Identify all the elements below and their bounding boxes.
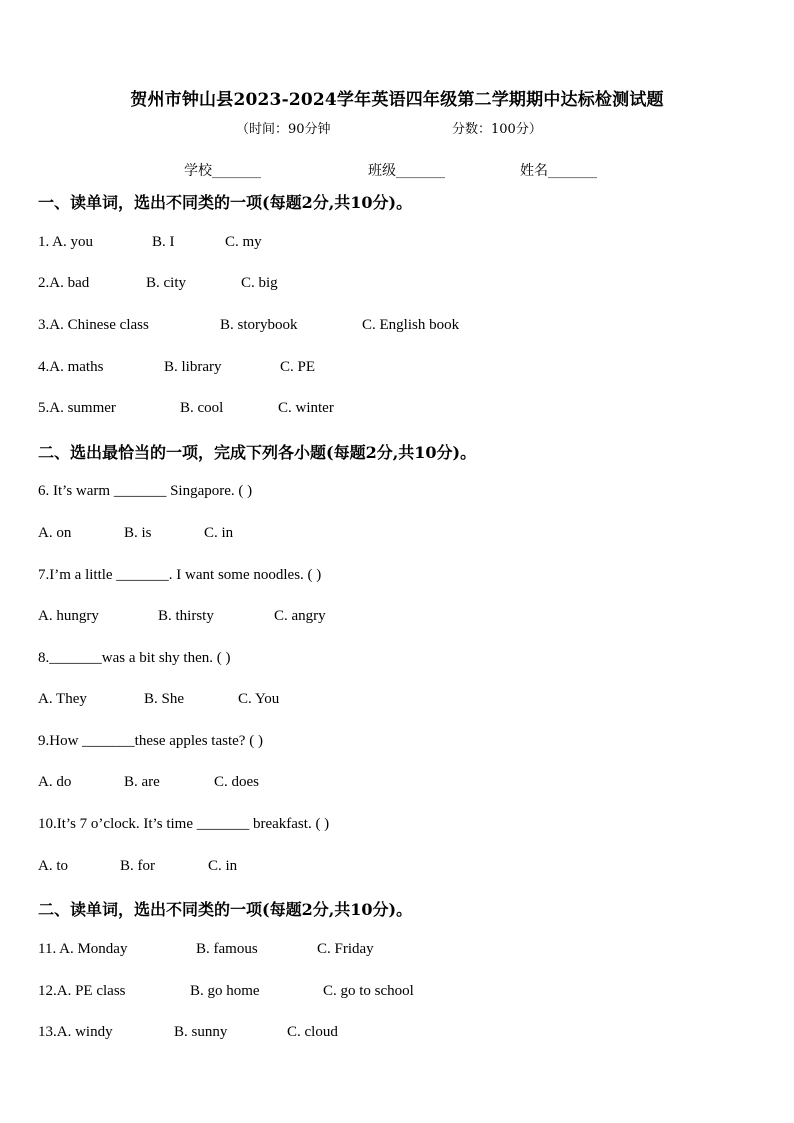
q5-option-c: C. winter [278,400,334,416]
q5-option-a: 5.A. summer [38,400,116,416]
q10-option-a: A. to [38,858,68,874]
q13-option-a: 13.A. windy [38,1024,113,1040]
q10-option-c: C. in [208,858,238,874]
score-info: 分数：100分） [452,122,542,137]
q11-option-a: 11. A. Monday [38,941,128,957]
q2-option-b: B. city [146,275,186,291]
q7-option-a: A. hungry [38,608,99,624]
q1-option-b: B. I [152,234,175,250]
class-field: 班级_______ [368,163,445,179]
q4-option-b: B. library [164,359,222,375]
question-7-stem: 7.I’m a little _______. I want some noodles. ( ) [38,567,322,583]
q9-option-c: C. does [214,774,259,790]
q9-option-a: A. do [38,774,72,790]
q12-option-a: 12.A. PE class [38,983,126,999]
q7-option-b: B. thirsty [158,608,214,624]
question-9-stem: 9.How _______these apples taste? ( ) [38,733,263,749]
q3-option-a: 3.A. Chinese class [38,317,149,333]
q7-option-c: C. angry [274,608,326,624]
question-10-stem: 10.It’s 7 o’clock. It’s time _______ breakfast. ( ) [38,816,330,832]
q10-option-b: B. for [120,858,155,874]
section-3-heading: 二、读单词，选出不同类的一项(每题2分,共10分)。 [38,900,413,919]
time-info: （时间：90分钟 [236,122,331,137]
q13-option-b: B. sunny [174,1024,228,1040]
q6-option-c: C. in [204,525,234,541]
q2-option-a: 2.A. bad [38,275,90,291]
q3-option-b: B. storybook [220,317,298,333]
name-field: 姓名_______ [520,163,597,179]
q8-option-c: C. You [238,691,280,707]
q2-option-c: C. big [241,275,278,291]
q4-option-a: 4.A. maths [38,359,104,375]
q11-option-c: C. Friday [317,941,374,957]
q8-option-b: B. She [144,691,185,707]
q1-option-c: C. my [225,234,262,250]
section-2-heading: 二、选出最恰当的一项，完成下列各小题(每题2分,共10分)。 [38,443,477,462]
q11-option-b: B. famous [196,941,258,957]
q4-option-c: C. PE [280,359,316,375]
q9-option-b: B. are [124,774,160,790]
question-6-stem: 6. It’s warm _______ Singapore. ( ) [38,483,253,499]
q12-option-c: C. go to school [323,983,414,999]
q1-option-a: 1. A. you [38,234,94,250]
page-title: 贺州市钟山县2023-2024学年英语四年级第二学期期中达标检测试题 [130,90,664,110]
q12-option-b: B. go home [190,983,260,999]
q13-option-c: C. cloud [287,1024,338,1040]
q6-option-a: A. on [38,525,72,541]
q3-option-c: C. English book [362,317,460,333]
q8-option-a: A. They [38,691,87,707]
q5-option-b: B. cool [180,400,224,416]
question-8-stem: 8._______was a bit shy then. ( ) [38,650,231,666]
q6-option-b: B. is [124,525,152,541]
section-1-heading: 一、读单词，选出不同类的一项(每题2分,共10分)。 [38,193,413,212]
school-field: 学校_______ [184,163,261,179]
